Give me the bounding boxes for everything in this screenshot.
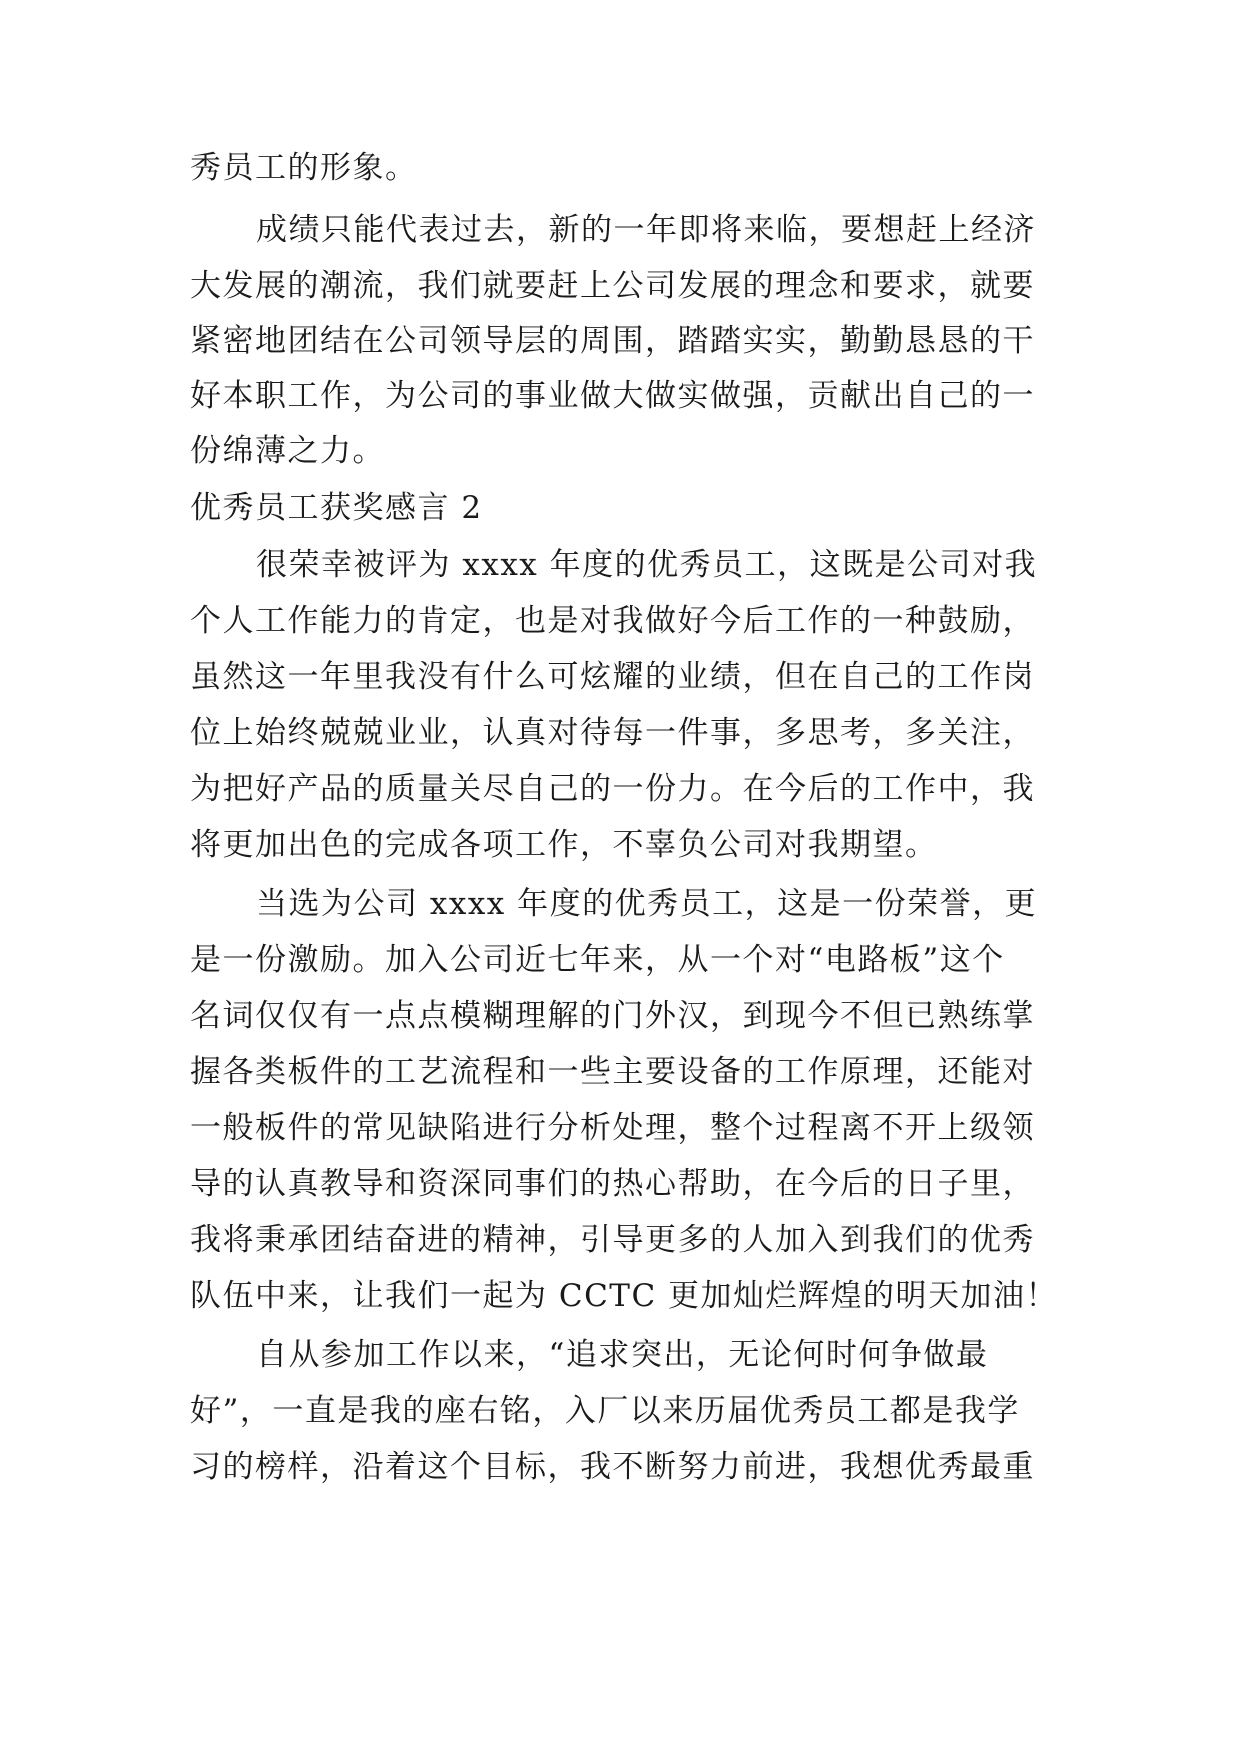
section-heading: 优秀员工获奖感言 2 <box>190 490 483 526</box>
text-line: 握各类板件的工艺流程和一些主要设备的工作原理，还能对 <box>190 1054 1035 1090</box>
text-line: 将更加出色的完成各项工作，不辜负公司对我期望。 <box>190 827 938 863</box>
paragraph-first-line: 成绩只能代表过去，新的一年即将来临，要想赶上经济 <box>256 212 1036 248</box>
text-line: 好”，一直是我的座右铭，入厂以来历届优秀员工都是我学 <box>190 1393 1020 1429</box>
paragraph-first-line: 当选为公司 xxxx 年度的优秀员工，这是一份荣誉，更 <box>256 886 1038 922</box>
text-line: 秀员工的形象。 <box>190 150 418 186</box>
text-line: 紧密地团结在公司领导层的周围，踏踏实实，勤勤恳恳的干 <box>190 323 1035 359</box>
text-line: 虽然这一年里我没有什么可炫耀的业绩，但在自己的工作岗 <box>190 659 1035 695</box>
text-line: 个人工作能力的肯定，也是对我做好今后工作的一种鼓励， <box>190 603 1035 639</box>
text-line: 大发展的潮流，我们就要赶上公司发展的理念和要求，就要 <box>190 268 1035 304</box>
text-line: 队伍中来，让我们一起为 CCTC 更加灿烂辉煌的明天加油！ <box>190 1278 1059 1314</box>
text-line: 是一份激励。加入公司近七年来，从一个对“电路板”这个 <box>190 942 1005 978</box>
text-line: 导的认真教导和资深同事们的热心帮助，在今后的日子里， <box>190 1166 1035 1202</box>
text-line: 位上始终兢兢业业，认真对待每一件事，多思考，多关注， <box>190 715 1035 751</box>
text-line: 一般板件的常见缺陷进行分析处理，整个过程离不开上级领 <box>190 1110 1035 1146</box>
text-line: 为把好产品的质量关尽自己的一份力。在今后的工作中，我 <box>190 771 1035 807</box>
text-line: 好本职工作，为公司的事业做大做实做强，贡献出自己的一 <box>190 378 1035 414</box>
paragraph-first-line: 自从参加工作以来，“追求突出，无论何时何争做最 <box>256 1337 989 1373</box>
text-line: 习的榜样，沿着这个目标，我不断努力前进，我想优秀最重 <box>190 1449 1035 1485</box>
text-line: 份绵薄之力。 <box>190 433 385 469</box>
text-line: 名词仅仅有一点点模糊理解的门外汉，到现今不但已熟练掌 <box>190 998 1035 1034</box>
paragraph-first-line: 很荣幸被评为 xxxx 年度的优秀员工，这既是公司对我 <box>256 547 1038 583</box>
text-line: 我将秉承团结奋进的精神，引导更多的人加入到我们的优秀 <box>190 1222 1035 1258</box>
